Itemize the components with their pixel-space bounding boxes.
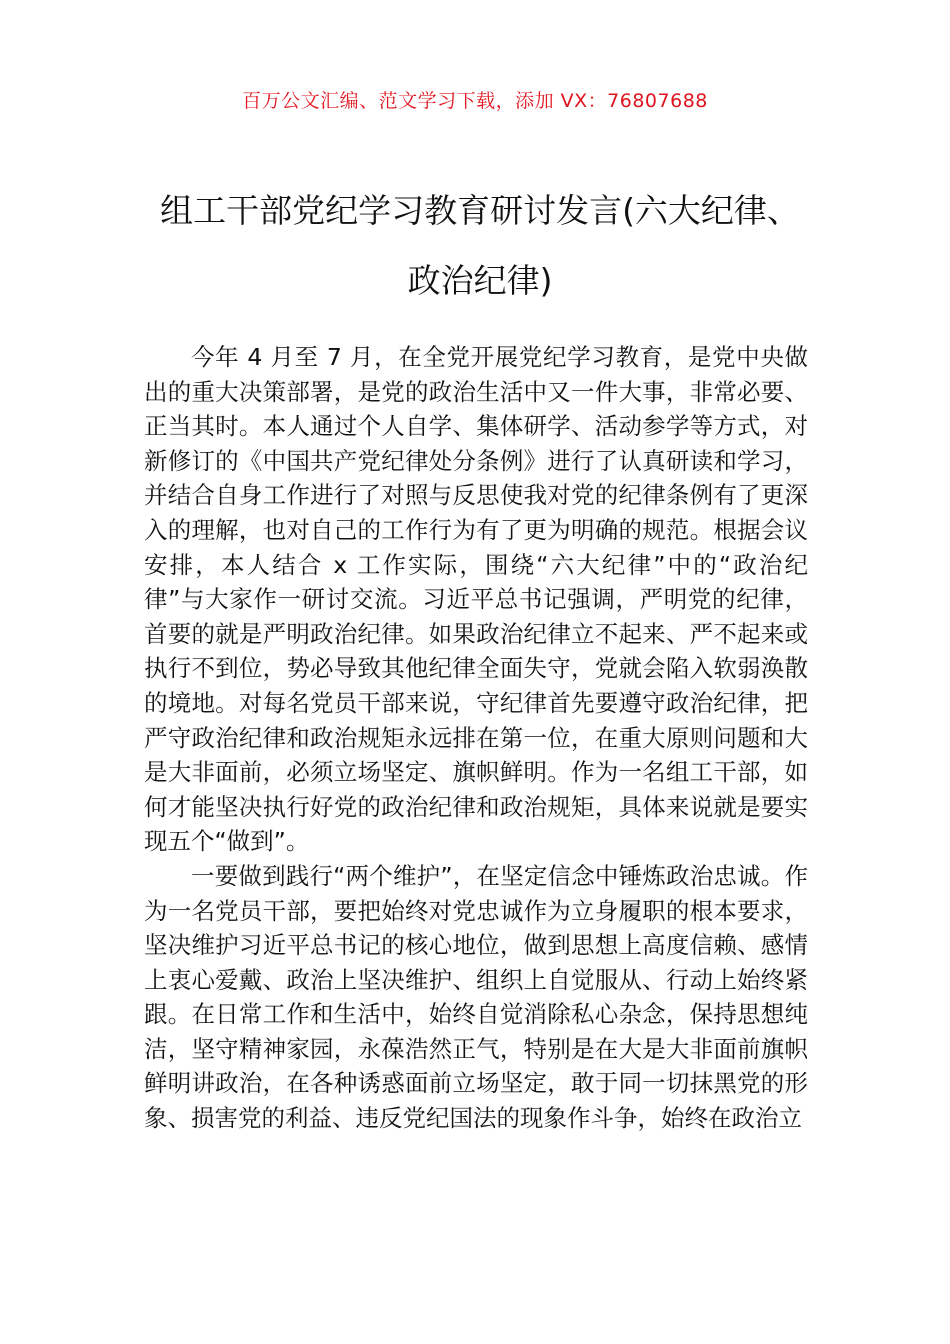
document-title bbox=[140, 176, 820, 316]
title-line-1: 组工干部党纪学习教育研讨发言(六大纪律、 bbox=[160, 191, 800, 230]
paragraph: 今年 4 月至 7 月，在全党开展党纪学习教育，是党中央做出的重大决策部署，是党的政治生活中又一件大事，非常必要、正当其时。本人通过个人自学、集体研学、活动参学等方式，对新修订的《中国共产党纪律处分条例》进行了认真研读和学习，并结合自身工作进行了对照与反思使我对党的纪律条例有了更深入的理解，也对自己的工作行为有了更为明确的规范。根据会议安排，本人结合 x 工作实际，围绕“六大纪律”中的“政治纪律”与大家作一研讨交流。习近平总书记强调，严明党的纪律，首要的就是严明政治纪律。如果政治纪律立不起来、严不起来或执行不到位，势必导致其他纪律全面失守，党就会陷入软弱涣散的境地。对每名党员干部来说，守纪律首先要遵守政治纪律，把严守政治纪律和政治规矩永远排在第一位，在重大原则问题和大是大非面前，必须立场坚定、旗帜鲜明。作为一名组工干部，如何才能坚决执行好党的政治纪律和政治规矩，具体来说就是要实现五个“做到”。 bbox=[144, 343, 808, 856]
download-notice: 百万公文汇编、范文学习下载，添加 VX：76807688 bbox=[242, 90, 708, 112]
document-body bbox=[144, 340, 808, 1136]
paragraph: 一要做到践行“两个维护”，在坚定信念中锤炼政治忠诚。作为一名党员干部，要把始终对党忠诚作为立身履职的根本要求，坚决维护习近平总书记的核心地位，做到思想上高度信赖、感情上衷心爱戴、政治上坚决维护、组织上自觉服从、行动上始终紧跟。在日常工作和生活中，始终自觉消除私心杂念，保持思想纯洁，坚守精神家园，永葆浩然正气，特别是在大是大非面前旗帜鲜明讲政治，在各种诱惑面前立场坚定，敢于同一切抹黑党的形象、损害党的利益、违反党纪国法的现象作斗争，始终在政治立 bbox=[144, 861, 808, 1133]
title-line-2: 政治纪律) bbox=[407, 261, 553, 300]
